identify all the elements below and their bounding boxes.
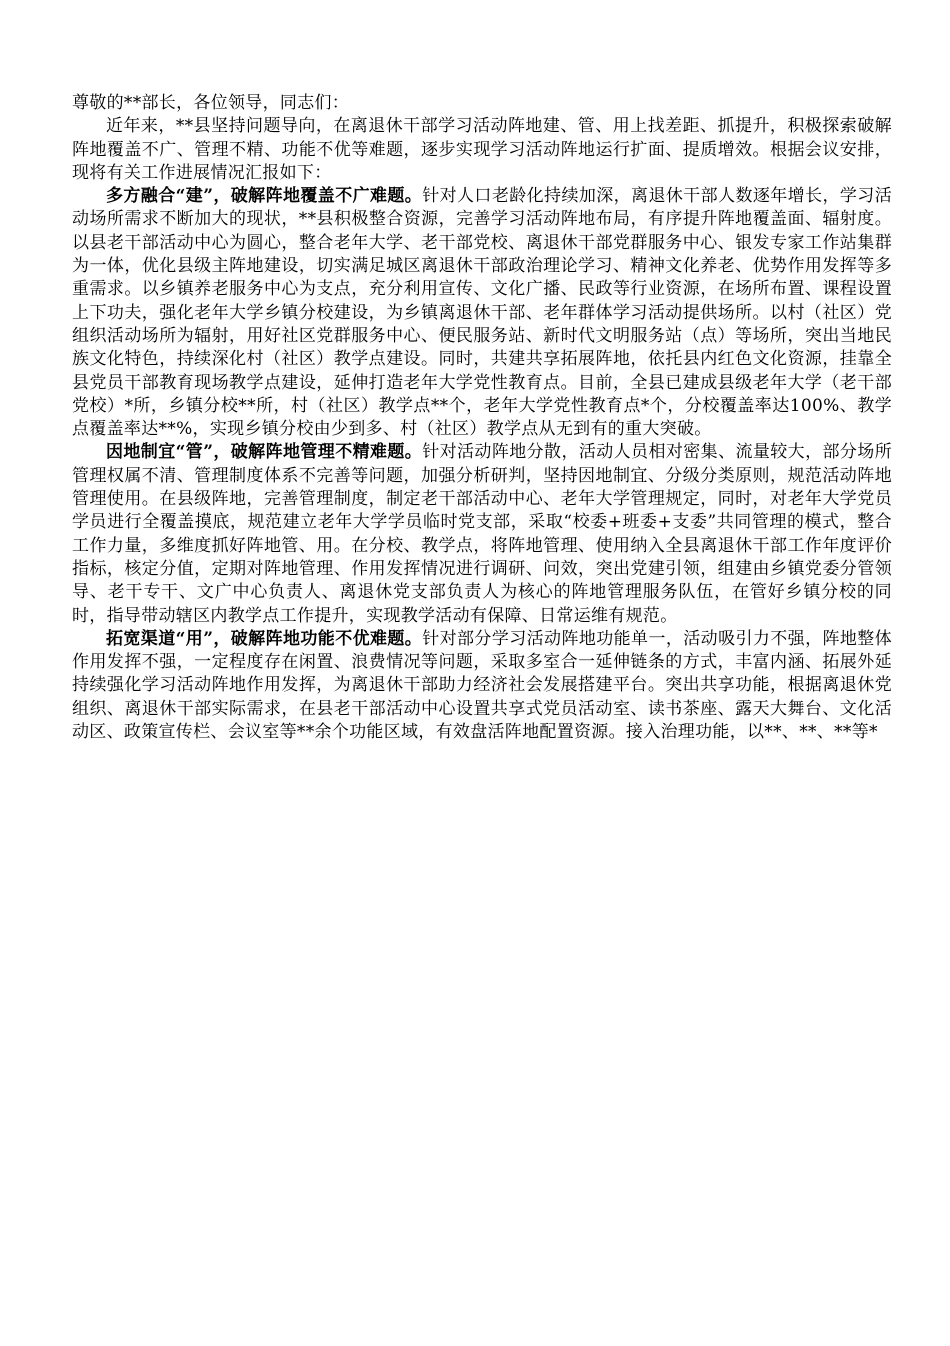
section-body-use: 针对部分学习活动阵地功能单一，活动吸引力不强，阵地整体作用发挥不强，一定程度存在闲置、浪费情况等问题，采取多室合一延伸链条的方式，丰富内涵、拓展外延持续强化学习活动阵地作用发挥，为离退休干部助力经济社会发展搭建平台。突出共享功能，根据离退休党组织、离退休干部实际需求，在县老干部活动中心设置共享式党员活动室、读书茶座、露天大舞台、文化活动区、政策宣传栏、会议室等**余个功能区域，有效盘活阵地配置资源。接入治理功能，以**、**、**等* (72, 628, 892, 743)
section-heading-use: 拓宽渠道“用”，破解阵地功能不优难题。 (106, 628, 423, 649)
section-body-build: 针对人口老龄化持续加深，离退休干部人数逐年增长，学习活动场所需求不断加大的现状，**县积极整合资源，完善学习活动阵地布局，有序提升阵地覆盖面、辐射度。以县老干部活动中心为圆心，整合老年大学、老干部党校、离退休干部党群服务中心、银发专家工作站集群为一体，优化县级主阵地建设，切实满足城区离退休干部政治理论学习、精神文化养老、优势作用发挥等多重需求。以乡镇养老服务中心为支点，充分利用宣传、文化广播、民政等行业资源，在场所布置、课程设置上下功夫，强化老年大学乡镇分校建设，为乡镇离退休干部、老年群体学习活动提供场所。以村（社区）党组织活动场所为辐射，用好社区党群服务中心、便民服务站、新时代文明服务站（点）等场所，突出当地民族文化特色，持续深化村（社区）教学点建设。同时，共建共享拓展阵地，依托县内红色文化资源，挂靠全县党员干部教育现场教学点建设，延伸打造老年大学党性教育点。目前，全县已建成县级老年大学（老干部党校）*所，乡镇分校**所，村（社区）教学点**个，老年大学党性教育点*个，分校覆盖率达100%、教学点覆盖率达**%，实现乡镇分校由少到多、村（社区）教学点从无到有的重大突破。 (72, 186, 892, 440)
section-body-manage: 针对活动阵地分散，活动人员相对密集、流量较大，部分场所管理权属不清、管理制度体系不完善等问题，加强分析研判，坚持因地制宜、分级分类原则，规范活动阵地管理使用。在县级阵地，完善管理制度，制定老干部活动中心、老年大学管理规定，同时，对老年大学党员学员进行全覆盖摸底，规范建立老年大学学员临时党支部，采取“校委+班委+支委”共同管理的模式，整合工作力量，多维度抓好阵地管、用。在分校、教学点，将阵地管理、使用纳入全县离退休干部工作年度评价指标，核定分值，定期对阵地管理、作用发挥情况进行调研、问效，突出党建引领，组建由乡镇党委分管领导、老干专干、文广中心负责人、离退休党支部负责人为核心的阵地管理服务队伍，在管好乡镇分校的同时，指导带动辖区内教学点工作提升，实现教学活动有保障、日常运维有规范。 (72, 442, 892, 626)
section-heading-manage: 因地制宜“管”，破解阵地管理不精难题。 (106, 442, 423, 463)
salutation: 尊敬的**部长，各位领导，同志们： (72, 93, 350, 113)
document-body (72, 92, 892, 744)
section-paragraph-use (72, 628, 892, 744)
section-paragraph-build (72, 185, 892, 441)
intro-paragraph: 近年来，**县坚持问题导向，在离退休干部学习活动阵地建、管、用上找差距、抓提升，积极探索破解阵地覆盖不广、管理不精、功能不优等难题，逐步实现学习活动阵地运行扩面、提质增效。根据会议安排，现将有关工作进展情况汇报如下： (72, 116, 892, 183)
section-paragraph-manage (72, 441, 892, 627)
section-heading-build: 多方融合“建”，破解阵地覆盖不广难题。 (106, 186, 423, 207)
